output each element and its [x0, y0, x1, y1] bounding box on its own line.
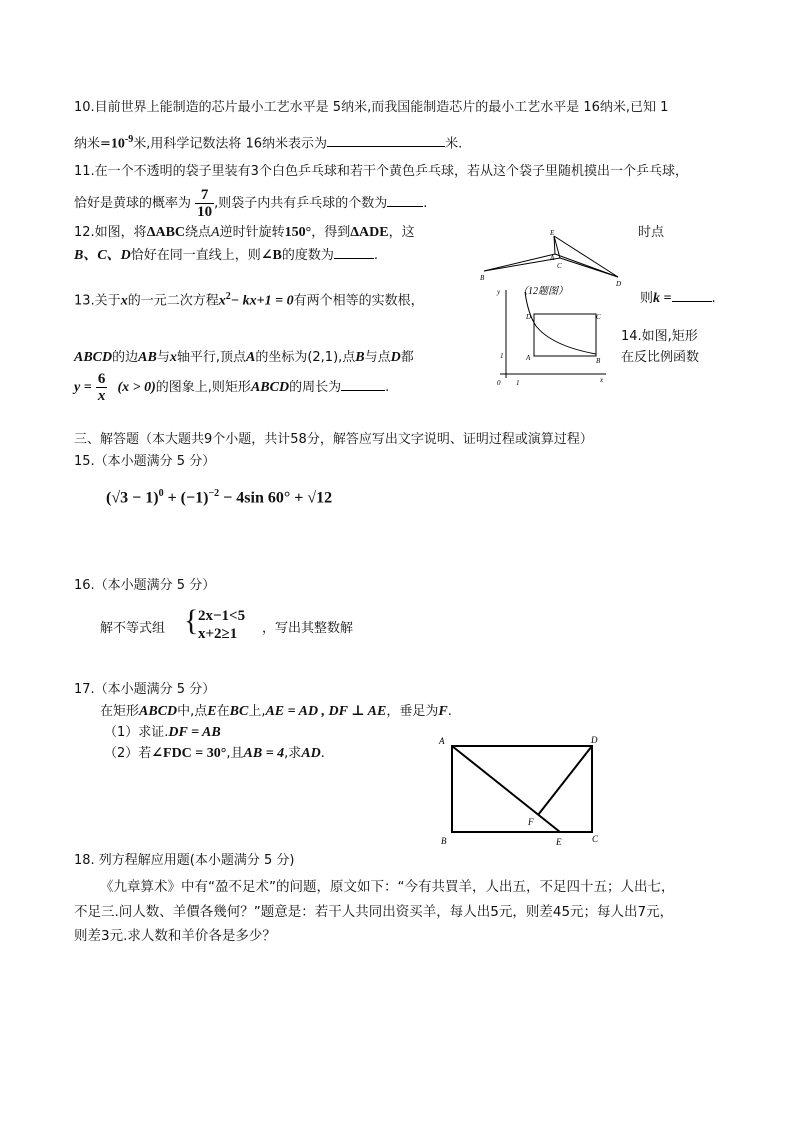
q10-power-base: 10	[110, 136, 125, 152]
q12-text: 的度数为	[281, 248, 334, 263]
q13-tail	[640, 289, 716, 307]
q17-seg-ae	[452, 746, 560, 832]
q17-line1	[100, 704, 452, 720]
q17-label-d: D	[591, 735, 598, 745]
q14-label-one-y: 1	[500, 352, 504, 360]
q16-ineq2: x+2≥1	[198, 626, 238, 642]
q14-label-d: D	[526, 313, 532, 321]
q14-text: 的边	[112, 350, 139, 365]
q14-head-b: 在反比例函数	[621, 350, 700, 365]
q13-text: 有两个相等的实数根，	[293, 293, 424, 309]
q13-answer-blank[interactable]	[672, 289, 712, 302]
q12-text: .	[373, 248, 379, 263]
q12-label-a: A	[550, 254, 555, 262]
q17-math: AB = 4	[243, 746, 285, 761]
q13-eq-rest: − kx+1 = 0	[230, 293, 294, 309]
q17-text: 在	[216, 704, 230, 719]
q14-label-one-x: 1	[516, 379, 520, 387]
q12-text: 12.如图，将	[74, 225, 147, 240]
q17-label-a: A	[439, 736, 445, 746]
q12-seg-ad	[560, 258, 618, 277]
q17-text: ,且	[226, 746, 244, 761]
q14-math: ABCD	[250, 380, 290, 395]
q17-part1	[104, 725, 221, 741]
q10-power-exp: -9	[124, 134, 134, 145]
q11-frac-den: 10	[197, 204, 213, 220]
q12-points-bcd: B、C、D	[74, 248, 131, 263]
q14-hyperbola	[525, 292, 596, 354]
q11-text: .	[423, 196, 428, 211]
q11-line1: 11.在一个不透明的袋子里装有3个白色乒乓球和若干个黄色乒乓球，若从这个袋子里随机摸出一个乒乓球，	[74, 164, 688, 179]
q17-figure	[432, 732, 608, 850]
q12-seg-bc	[484, 254, 555, 271]
q14-label-c: C	[596, 313, 601, 321]
q12-label-d: D	[616, 280, 622, 288]
q10-text: 纳米=	[74, 136, 111, 152]
q15-head: 15.（本小题满分 5 分）	[74, 454, 216, 469]
q14-fraction	[96, 371, 108, 404]
q11-fraction	[195, 187, 214, 220]
q15-expression	[106, 484, 332, 508]
q17-part2	[104, 746, 325, 762]
q13-eq-x: x	[218, 293, 226, 309]
q12-angle: 150°	[284, 225, 312, 240]
q12-text: 恰好在同一直线上，则	[130, 248, 261, 263]
q14-label-b: B	[596, 357, 601, 365]
q17-text: （1）求证.	[104, 725, 169, 740]
section3-title: 三、解答题（本大题共9个小题，共计58分，解答应写出文字说明、证明过程或演算过程）	[74, 432, 593, 447]
q12-triangle-ade: ΔADE	[350, 225, 389, 240]
q12-point-a: A	[211, 225, 220, 240]
q10-text: 米,用科学记数法将 16纳米表示为	[133, 136, 328, 152]
q12-text: 逆时针旋转	[219, 225, 285, 240]
q14-math: AB	[138, 350, 157, 365]
q17-text: 上,	[248, 704, 266, 719]
q14-math-y: y =	[74, 380, 92, 395]
q12-label-c: C	[557, 262, 562, 270]
q14-text: .	[385, 380, 390, 395]
q15-expr: (√3 − 1)	[106, 489, 159, 507]
q16-brace: {	[184, 604, 199, 637]
q16-ineq1: 2x−1<5	[198, 608, 246, 624]
q14-text: 的周长为	[289, 380, 342, 395]
q17-text: （2）若	[104, 746, 152, 761]
q17-text: 在矩形	[100, 704, 140, 719]
q10-line1: 10.目前世界上能制造的芯片最小工艺水平是 5纳米,而我国能制造芯片的最小工艺水平是 16纳米,已知 1	[74, 100, 669, 115]
q12-angle-b: ∠B	[260, 248, 282, 263]
q14-line1	[74, 350, 414, 366]
q14-head-a: 14.如图,矩形	[621, 329, 698, 344]
q13-var-k: k =	[653, 291, 672, 306]
q17-text: 中,点	[177, 704, 208, 719]
q12-seg-ba	[484, 258, 560, 271]
q13-line	[74, 289, 424, 309]
q13-text: 则	[640, 291, 654, 306]
q17-seg-df	[538, 746, 592, 815]
q12-label-e: E	[550, 229, 555, 237]
q17-math: AE = AD , DF ⊥ AE	[265, 704, 387, 719]
q12-seg-ed	[554, 236, 618, 277]
q13-text: 的一元二次方程	[127, 293, 219, 309]
q13-eq-exp: 2	[225, 291, 231, 302]
q16-text: 解不等式组	[100, 621, 166, 636]
q14-label-origin: 0	[497, 379, 501, 387]
q14-text: 的图象上,则矩形	[155, 380, 251, 395]
q17-text: .	[447, 704, 452, 719]
q12-answer-blank[interactable]	[334, 246, 374, 259]
q17-rectangle-abcd	[452, 746, 592, 832]
q13-text: .	[711, 291, 716, 306]
q11-line2	[74, 184, 427, 224]
q10-text: 米.	[445, 136, 463, 152]
q14-label-a: A	[526, 354, 531, 362]
q14-figure	[492, 286, 610, 390]
q12-line2	[74, 246, 378, 264]
q17-math: AD	[301, 746, 321, 761]
q15-expr-exp: 0	[158, 488, 164, 499]
q17-text: .	[320, 746, 325, 761]
q14-math: B	[355, 350, 365, 365]
q14-frac-den: x	[97, 388, 106, 404]
q14-text: 都	[400, 350, 414, 365]
q12-caption: （12题图）	[518, 286, 568, 297]
q14-condition: (x > 0)	[117, 380, 156, 395]
q18-head: 18. 列方程解应用题(本小题满分 5 分)	[74, 853, 295, 868]
q17-math: ∠FDC = 30°	[151, 746, 227, 761]
q12-line1	[74, 225, 415, 241]
q17-math: BC	[229, 704, 249, 719]
q12-label-b: B	[480, 274, 485, 282]
q17-text: ,求	[284, 746, 302, 761]
q17-label-f: F	[528, 817, 534, 827]
q17-label-c: C	[592, 834, 599, 844]
q15-expr: + (−1)	[163, 489, 209, 507]
q12-text: ，这	[388, 225, 415, 240]
q18-line2: 不足三.问人数、羊價各幾何？”题意是：若干人共同出资买羊，每人出5元，则差45元；每人出7元，	[74, 904, 674, 920]
q14-text: 与点	[364, 350, 391, 365]
q12-triangle-abc: ΔABC	[146, 225, 186, 240]
q11-text: ,则袋子内共有乒乓球的个数为	[214, 196, 388, 211]
q14-answer-blank[interactable]	[341, 378, 385, 391]
q17-math: E	[207, 704, 217, 719]
q17-label-e: E	[556, 837, 562, 847]
q14-label-y: y	[497, 288, 501, 296]
q11-text: 恰好是黄球的概率为	[74, 196, 192, 211]
q12-text: 绕点	[185, 225, 212, 240]
q12-figure	[478, 226, 630, 297]
q12-line1-tail: 时点	[638, 225, 665, 240]
q17-label-b: B	[441, 836, 447, 846]
q14-math: ABCD	[74, 350, 113, 365]
q17-head: 17.（本小题满分 5 分）	[74, 682, 216, 697]
q16-tail: ，写出其整数解	[262, 621, 354, 636]
q18-line3: 则差3元.求人数和羊价各是多少？	[74, 928, 276, 944]
q18-line1: 《九章算术》中有“盈不足术”的问题，原文如下：“今有共買羊，人出五，不足四十五；人出七，	[100, 879, 675, 895]
q15-expr-exp: −2	[208, 488, 220, 499]
q14-frac-num: 6	[97, 371, 106, 387]
q17-math: ABCD	[139, 704, 178, 719]
q14-rectangle-abcd	[534, 314, 596, 356]
q14-math: A	[245, 350, 256, 365]
q11-frac-num: 7	[195, 187, 214, 204]
q15-expr: − 4sin 60° + √12	[219, 489, 333, 507]
q14-label-x: x	[600, 376, 604, 384]
q14-line2	[74, 368, 389, 408]
q14-text: 轴平行,顶点	[176, 350, 246, 365]
q16-head: 16.（本小题满分 5 分）	[74, 578, 216, 593]
q14-math: x	[169, 350, 177, 365]
q17-math: F	[438, 704, 448, 719]
q17-math: DF = AB	[168, 725, 221, 740]
q12-text: ，得到	[311, 225, 351, 240]
q14-math: D	[390, 350, 401, 365]
q11-answer-blank[interactable]	[387, 194, 423, 207]
q13-text: 13.关于	[74, 293, 121, 309]
q10-answer-blank[interactable]	[327, 134, 445, 147]
q10-line2	[74, 132, 462, 152]
q17-text: ，垂足为	[386, 704, 439, 719]
q14-text: 与	[156, 350, 170, 365]
q14-text: 的坐标为(2,1),点	[255, 350, 356, 365]
q13-var-x: x	[120, 293, 128, 309]
